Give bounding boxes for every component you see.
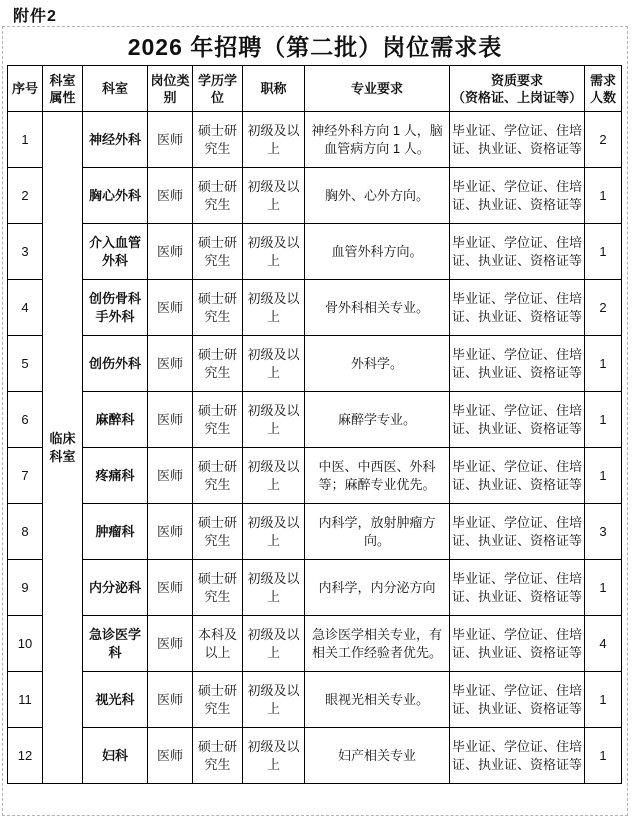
cell-education: 硕士研究生: [193, 392, 243, 448]
cell-qualification: 毕业证、学位证、住培证、执业证、资格证等: [450, 728, 585, 784]
cell-headcount: 1: [585, 336, 622, 392]
table-row: [8, 504, 622, 560]
cell-major: 眼视光相关专业。: [305, 672, 450, 728]
cell-index: 12: [8, 728, 43, 784]
cell-dept: 视光科: [83, 672, 148, 728]
cell-education: 硕士研究生: [193, 280, 243, 336]
cell-job-category: 医师: [148, 392, 193, 448]
cell-major: 中医、中西医、外科等；麻醉专业优先。: [305, 448, 450, 504]
cell-job-title: 初级及以上: [243, 280, 305, 336]
cell-education: 硕士研究生: [193, 448, 243, 504]
cell-index: 2: [8, 168, 43, 224]
cell-dept: 创伤外科: [83, 336, 148, 392]
cell-education: 硕士研究生: [193, 504, 243, 560]
cell-headcount: 1: [585, 560, 622, 616]
table-row: [8, 280, 622, 336]
col-header-job-category: 岗位类别: [148, 66, 193, 112]
cell-major: 妇产相关专业: [305, 728, 450, 784]
table-row: [8, 168, 622, 224]
cell-job-category: 医师: [148, 168, 193, 224]
cell-dept: 介入血管外科: [83, 224, 148, 280]
col-header-education: 学历学位: [193, 66, 243, 112]
cell-job-category: 医师: [148, 336, 193, 392]
cell-education: 硕士研究生: [193, 728, 243, 784]
table-row: [8, 224, 622, 280]
table-row: [8, 392, 622, 448]
cell-dept: 妇科: [83, 728, 148, 784]
cell-job-title: 初级及以上: [243, 560, 305, 616]
attachment-label: 附件2: [13, 8, 57, 25]
cell-headcount: 1: [585, 672, 622, 728]
cell-index: 5: [8, 336, 43, 392]
cell-qualification: 毕业证、学位证、住培证、执业证、资格证等: [450, 336, 585, 392]
cell-education: 硕士研究生: [193, 672, 243, 728]
cell-job-title: 初级及以上: [243, 616, 305, 672]
col-header-dept-attr: 科室属性: [43, 66, 83, 112]
cell-dept: 内分泌科: [83, 560, 148, 616]
cell-job-title: 初级及以上: [243, 336, 305, 392]
cell-job-title: 初级及以上: [243, 112, 305, 168]
content-border: [2, 26, 628, 816]
cell-education: 硕士研究生: [193, 224, 243, 280]
cell-headcount: 1: [585, 224, 622, 280]
cell-job-category: 医师: [148, 560, 193, 616]
cell-major: 麻醉学专业。: [305, 392, 450, 448]
qualification-header-line2: （资格证、上岗证等）: [452, 89, 583, 105]
cell-education: 硕士研究生: [193, 560, 243, 616]
cell-dept: 胸心外科: [83, 168, 148, 224]
cell-headcount: 2: [585, 112, 622, 168]
col-header-job-title: 职称: [243, 66, 305, 112]
col-header-headcount: 需求人数: [585, 66, 622, 112]
cell-major: 急诊医学相关专业，有相关工作经验者优先。: [305, 616, 450, 672]
cell-major: 内科学，放射肿瘤方向。: [305, 504, 450, 560]
cell-dept-attr-merged: 临床科室: [43, 112, 83, 784]
cell-education: 硕士研究生: [193, 112, 243, 168]
cell-headcount: 4: [585, 616, 622, 672]
cell-qualification: 毕业证、学位证、住培证、执业证、资格证等: [450, 616, 585, 672]
cell-qualification: 毕业证、学位证、住培证、执业证、资格证等: [450, 280, 585, 336]
col-header-index: 序号: [8, 66, 43, 112]
cell-index: 4: [8, 280, 43, 336]
cell-qualification: 毕业证、学位证、住培证、执业证、资格证等: [450, 448, 585, 504]
recruitment-table: [7, 65, 622, 784]
cell-job-title: 初级及以上: [243, 672, 305, 728]
col-header-dept: 科室: [83, 66, 148, 112]
cell-headcount: 1: [585, 448, 622, 504]
col-header-major: 专业要求: [305, 66, 450, 112]
cell-major: 外科学。: [305, 336, 450, 392]
cell-education: 硕士研究生: [193, 336, 243, 392]
cell-index: 3: [8, 224, 43, 280]
cell-job-category: 医师: [148, 112, 193, 168]
cell-job-category: 医师: [148, 280, 193, 336]
cell-job-category: 医师: [148, 448, 193, 504]
cell-major: 骨外科相关专业。: [305, 280, 450, 336]
header-row: [8, 66, 622, 112]
cell-job-title: 初级及以上: [243, 392, 305, 448]
cell-major: 内科学，内分泌方向: [305, 560, 450, 616]
cell-index: 11: [8, 672, 43, 728]
cell-qualification: 毕业证、学位证、住培证、执业证、资格证等: [450, 224, 585, 280]
cell-job-title: 初级及以上: [243, 168, 305, 224]
cell-headcount: 2: [585, 280, 622, 336]
cell-qualification: 毕业证、学位证、住培证、执业证、资格证等: [450, 112, 585, 168]
cell-headcount: 1: [585, 392, 622, 448]
cell-job-category: 医师: [148, 728, 193, 784]
cell-index: 6: [8, 392, 43, 448]
cell-headcount: 1: [585, 728, 622, 784]
table-row: [8, 448, 622, 504]
cell-job-title: 初级及以上: [243, 224, 305, 280]
cell-job-category: 医师: [148, 672, 193, 728]
cell-education: 硕士研究生: [193, 168, 243, 224]
cell-qualification: 毕业证、学位证、住培证、执业证、资格证等: [450, 504, 585, 560]
page-title: 2026 年招聘（第二批）岗位需求表: [127, 34, 503, 60]
table-row: [8, 616, 622, 672]
table-row: [8, 336, 622, 392]
table-row: [8, 112, 622, 168]
cell-dept: 疼痛科: [83, 448, 148, 504]
cell-qualification: 毕业证、学位证、住培证、执业证、资格证等: [450, 168, 585, 224]
cell-index: 8: [8, 504, 43, 560]
cell-qualification: 毕业证、学位证、住培证、执业证、资格证等: [450, 560, 585, 616]
cell-dept: 神经外科: [83, 112, 148, 168]
cell-major: 血管外科方向。: [305, 224, 450, 280]
cell-index: 1: [8, 112, 43, 168]
qualification-header-line1: 资质要求: [490, 72, 543, 88]
cell-dept: 急诊医学科: [83, 616, 148, 672]
cell-headcount: 3: [585, 504, 622, 560]
cell-index: 9: [8, 560, 43, 616]
cell-index: 10: [8, 616, 43, 672]
cell-dept: 麻醉科: [83, 392, 148, 448]
cell-dept: 创伤骨科手外科: [83, 280, 148, 336]
table-row: [8, 728, 622, 784]
cell-headcount: 1: [585, 168, 622, 224]
cell-job-title: 初级及以上: [243, 728, 305, 784]
cell-job-title: 初级及以上: [243, 448, 305, 504]
cell-job-category: 医师: [148, 504, 193, 560]
cell-job-category: 医师: [148, 616, 193, 672]
col-header-qualification: [450, 66, 585, 112]
cell-job-category: 医师: [148, 224, 193, 280]
cell-index: 7: [8, 448, 43, 504]
cell-major: 神经外科方向 1 人，脑血管病方向 1 人。: [305, 112, 450, 168]
cell-qualification: 毕业证、学位证、住培证、执业证、资格证等: [450, 672, 585, 728]
cell-qualification: 毕业证、学位证、住培证、执业证、资格证等: [450, 392, 585, 448]
cell-dept: 肿瘤科: [83, 504, 148, 560]
cell-major: 胸外、心外方向。: [305, 168, 450, 224]
cell-education: 本科及以上: [193, 616, 243, 672]
cell-job-title: 初级及以上: [243, 504, 305, 560]
table-row: [8, 672, 622, 728]
table-row: [8, 560, 622, 616]
